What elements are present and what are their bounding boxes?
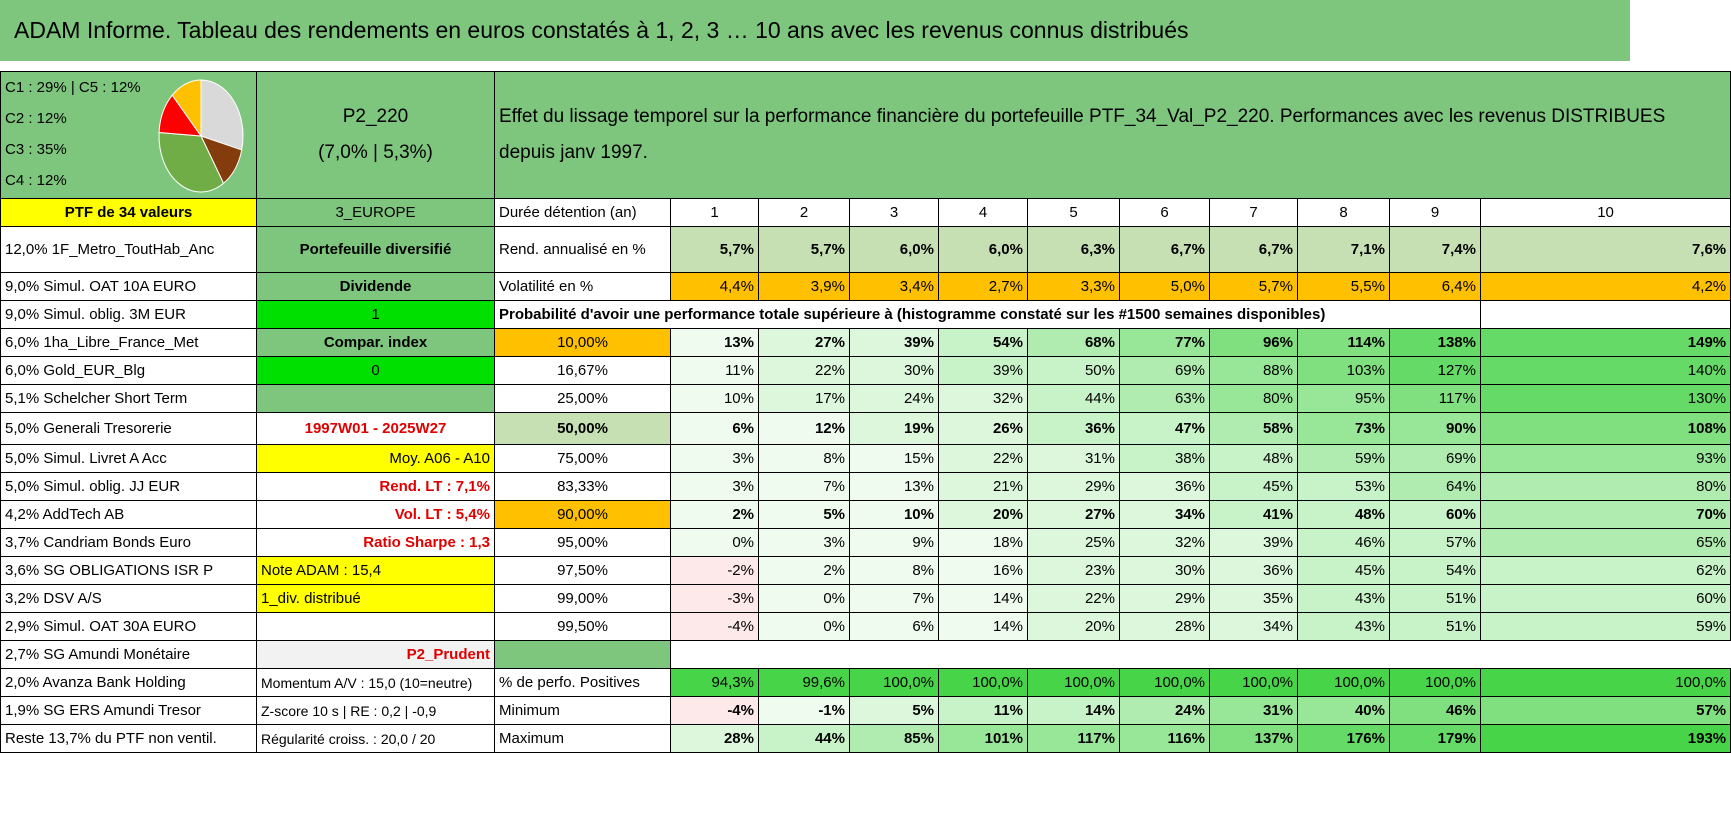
asset-label: 5,1% Schelcher Short Term (1, 385, 257, 413)
quantile-label: 83,33% (495, 473, 671, 501)
positive-perf-value: 100,0% (1481, 669, 1731, 697)
quantile-value: 32% (939, 385, 1028, 413)
asset-label: 5,0% Simul. Livret A Acc (1, 445, 257, 473)
quantile-value: 51% (1390, 585, 1481, 613)
quantile-label: 90,00% (495, 501, 671, 529)
maximum-value: 117% (1028, 725, 1120, 753)
quantile-value: 114% (1298, 329, 1390, 357)
quantile-value: 19% (850, 413, 939, 445)
quantile-value: 2% (671, 501, 759, 529)
quantile-value: 59% (1481, 613, 1731, 641)
quantile-value: 90% (1390, 413, 1481, 445)
quantile-value: 60% (1390, 501, 1481, 529)
quantile-value: 34% (1120, 501, 1210, 529)
quantile-value: 10% (671, 385, 759, 413)
quantile-value: 80% (1481, 473, 1731, 501)
quantile-value: 34% (1210, 613, 1298, 641)
quantile-value: 3% (759, 529, 850, 557)
minimum-value: 11% (939, 697, 1028, 725)
column-header-row (1, 199, 1731, 227)
quantile-value: 18% (939, 529, 1028, 557)
quantile-value: 59% (1298, 445, 1390, 473)
positive-perf-row (1, 669, 1731, 697)
maximum-label: Maximum (495, 725, 671, 753)
volatility-value: 3,9% (759, 273, 850, 301)
quantile-value: 103% (1298, 357, 1390, 385)
quantile-value: 9% (850, 529, 939, 557)
annualized-return-value: 6,0% (850, 227, 939, 273)
regularity-label: Régularité croiss. : 20,0 / 20 (257, 725, 495, 753)
quantile-value: 45% (1298, 557, 1390, 585)
probability-title: Probabilité d'avoir une performance totale supérieure à (histogramme constaté sur les #1500 semaines disponibles) (495, 301, 1481, 329)
annualized-return-value: 5,7% (671, 227, 759, 273)
info-label: Ratio Sharpe : 1,3 (257, 529, 495, 557)
info-label (257, 613, 495, 641)
quantile-value: 2% (759, 557, 850, 585)
year-header: 5 (1028, 199, 1120, 227)
portfolio-type-label: Portefeuille diversifié (257, 227, 495, 273)
quantile-value: 68% (1028, 329, 1120, 357)
asset-label: 1,9% SG ERS Amundi Tresor (1, 697, 257, 725)
minimum-value: 14% (1028, 697, 1120, 725)
quantile-value: 36% (1120, 473, 1210, 501)
quantile-row (1, 445, 1731, 473)
asset-label: 12,0% 1F_Metro_ToutHab_Anc (1, 227, 257, 273)
quantile-value: 95% (1298, 385, 1390, 413)
legend-line: C1 : 29% | C5 : 12% (5, 79, 141, 96)
quantile-value: 29% (1120, 585, 1210, 613)
info-label: 0 (257, 357, 495, 385)
info-label: 1_div. distribué (257, 585, 495, 613)
quantile-value: 51% (1390, 613, 1481, 641)
quantile-value: 43% (1298, 613, 1390, 641)
minimum-value: -4% (671, 697, 759, 725)
quantile-value: -4% (671, 613, 759, 641)
maximum-row (1, 725, 1731, 753)
quantile-label: 97,50% (495, 557, 671, 585)
quantile-value: 12% (759, 413, 850, 445)
info-label (257, 385, 495, 413)
maximum-value: 28% (671, 725, 759, 753)
quantile-label: 99,00% (495, 585, 671, 613)
quantile-value: 62% (1481, 557, 1731, 585)
positive-perf-value: 100,0% (850, 669, 939, 697)
quantile-value: 127% (1390, 357, 1481, 385)
quantile-value: 5% (759, 501, 850, 529)
positive-perf-label: % de perfo. Positives (495, 669, 671, 697)
year-header: 3 (850, 199, 939, 227)
annualized-return-value: 6,3% (1028, 227, 1120, 273)
quantile-value: 130% (1481, 385, 1731, 413)
volatility-label: Volatilité en % (495, 273, 671, 301)
quantile-value: 7% (759, 473, 850, 501)
minimum-value: 46% (1390, 697, 1481, 725)
quantile-value: 117% (1390, 385, 1481, 413)
quantile-label: 16,67% (495, 357, 671, 385)
annualized-return-value: 7,4% (1390, 227, 1481, 273)
quantile-label: 99,50% (495, 613, 671, 641)
probability-title-row (1, 301, 1731, 329)
quantile-value: 11% (671, 357, 759, 385)
maximum-value: 179% (1390, 725, 1481, 753)
quantile-value: 80% (1210, 385, 1298, 413)
annualized-return-row (1, 227, 1731, 273)
quantile-value: 25% (1028, 529, 1120, 557)
asset-label: 9,0% Simul. oblig. 3M EUR (1, 301, 257, 329)
quantile-value: 140% (1481, 357, 1731, 385)
quantile-value: 16% (939, 557, 1028, 585)
quantile-value: 39% (1210, 529, 1298, 557)
asset-label: 9,0% Simul. OAT 10A EURO (1, 273, 257, 301)
positive-perf-value: 94,3% (671, 669, 759, 697)
asset-label: 3,7% Candriam Bonds Euro (1, 529, 257, 557)
asset-label: 2,9% Simul. OAT 30A EURO (1, 613, 257, 641)
quantile-value: 22% (759, 357, 850, 385)
volatility-value: 5,7% (1210, 273, 1298, 301)
returns-table (0, 71, 1731, 753)
quantile-value: 20% (1028, 613, 1120, 641)
quantile-label: 10,00% (495, 329, 671, 357)
quantile-label: 25,00% (495, 385, 671, 413)
quantile-value: 53% (1298, 473, 1390, 501)
asset-label: 6,0% 1ha_Libre_France_Met (1, 329, 257, 357)
minimum-row (1, 697, 1731, 725)
quantile-value: 88% (1210, 357, 1298, 385)
volatility-value: 6,4% (1390, 273, 1481, 301)
quantile-row (1, 529, 1731, 557)
quantile-value: 14% (939, 613, 1028, 641)
info-label: Moy. A06 - A10 (257, 445, 495, 473)
quantile-value: 96% (1210, 329, 1298, 357)
portfolio-id-cell (257, 72, 495, 199)
legend-line: C4 : 12% (5, 172, 67, 189)
info-label: Vol. LT : 5,4% (257, 501, 495, 529)
positive-perf-value: 100,0% (1120, 669, 1210, 697)
zone-label: 3_EUROPE (257, 199, 495, 227)
asset-label: 3,2% DSV A/S (1, 585, 257, 613)
portfolio-name: P2_220 (342, 106, 409, 127)
quantile-value: 8% (759, 445, 850, 473)
category-legend (1, 72, 257, 199)
annualized-return-value: 5,7% (759, 227, 850, 273)
quantile-value: 10% (850, 501, 939, 529)
quantile-value: 44% (1028, 385, 1120, 413)
minimum-value: 31% (1210, 697, 1298, 725)
quantile-value: 77% (1120, 329, 1210, 357)
quantile-value: 28% (1120, 613, 1210, 641)
quantile-value: 69% (1120, 357, 1210, 385)
volatility-value: 5,0% (1120, 273, 1210, 301)
report-title: ADAM Informe. Tableau des rendements en euros constatés à 1, 2, 3 … 10 ans avec les revenus connus distribués (0, 0, 1630, 61)
quantile-value: -3% (671, 585, 759, 613)
year-header: 4 (939, 199, 1028, 227)
annualized-return-value: 7,1% (1298, 227, 1390, 273)
volatility-value: 4,4% (671, 273, 759, 301)
maximum-value: 85% (850, 725, 939, 753)
quantile-value: 70% (1481, 501, 1731, 529)
quantile-value: 0% (759, 613, 850, 641)
quantile-value: 24% (850, 385, 939, 413)
quantile-label: 75,00% (495, 445, 671, 473)
volatility-value: 2,7% (939, 273, 1028, 301)
volatility-value: 4,2% (1481, 273, 1731, 301)
ptf-count-label: PTF de 34 valeurs (1, 199, 257, 227)
legend-line: C2 : 12% (5, 110, 67, 127)
quantile-value: 26% (939, 413, 1028, 445)
quantile-value: 8% (850, 557, 939, 585)
quantile-value: 22% (939, 445, 1028, 473)
quantile-value: 15% (850, 445, 939, 473)
info-label: 1997W01 - 2025W27 (257, 413, 495, 445)
quantile-value: 54% (1390, 557, 1481, 585)
empty-cell (1481, 301, 1731, 329)
quantile-value: 6% (671, 413, 759, 445)
positive-perf-value: 100,0% (1298, 669, 1390, 697)
quantile-value: 57% (1390, 529, 1481, 557)
quantile-row (1, 557, 1731, 585)
quantile-value: 43% (1298, 585, 1390, 613)
annualized-return-value: 6,0% (939, 227, 1028, 273)
asset-label: Reste 13,7% du PTF non ventil. (1, 725, 257, 753)
minimum-label: Minimum (495, 697, 671, 725)
positive-perf-value: 100,0% (1028, 669, 1120, 697)
quantile-value: 64% (1390, 473, 1481, 501)
quantile-value: 60% (1481, 585, 1731, 613)
year-header: 6 (1120, 199, 1210, 227)
minimum-value: -1% (759, 697, 850, 725)
quantile-label: 95,00% (495, 529, 671, 557)
quantile-value: 3% (671, 473, 759, 501)
quantile-value: 30% (850, 357, 939, 385)
year-header: 7 (1210, 199, 1298, 227)
quantile-value: 30% (1120, 557, 1210, 585)
quantile-value: 46% (1298, 529, 1390, 557)
quantile-value: 6% (850, 613, 939, 641)
quantile-value: 14% (939, 585, 1028, 613)
quantile-value: 29% (1028, 473, 1120, 501)
asset-label: 2,0% Avanza Bank Holding (1, 669, 257, 697)
annualized-return-value: 6,7% (1120, 227, 1210, 273)
quantile-value: 63% (1120, 385, 1210, 413)
quantile-value: 39% (850, 329, 939, 357)
quantile-value: 23% (1028, 557, 1120, 585)
quantile-value: 69% (1390, 445, 1481, 473)
quantile-value: 39% (939, 357, 1028, 385)
quantile-value: 13% (671, 329, 759, 357)
minimum-value: 5% (850, 697, 939, 725)
portfolio-stats: (7,0% | 5,3%) (318, 142, 433, 163)
quantile-value: 47% (1120, 413, 1210, 445)
quantile-value: 22% (1028, 585, 1120, 613)
distribution-type-label: Dividende (257, 273, 495, 301)
minimum-value: 40% (1298, 697, 1390, 725)
quantile-value: 21% (939, 473, 1028, 501)
year-header: 2 (759, 199, 850, 227)
legend-line: C3 : 35% (5, 141, 67, 158)
quantile-row (1, 473, 1731, 501)
quantile-row (1, 385, 1731, 413)
info-label: Note ADAM : 15,4 (257, 557, 495, 585)
quantile-value: 17% (759, 385, 850, 413)
volatility-row (1, 273, 1731, 301)
year-header: 10 (1481, 199, 1731, 227)
quantile-value: 54% (939, 329, 1028, 357)
quantile-value: 13% (850, 473, 939, 501)
description-cell (495, 72, 1731, 199)
volatility-value: 3,3% (1028, 273, 1120, 301)
quantile-value: 32% (1120, 529, 1210, 557)
year-header: 9 (1390, 199, 1481, 227)
positive-perf-value: 100,0% (939, 669, 1028, 697)
info-label: Compar. index (257, 329, 495, 357)
quantile-row (1, 613, 1731, 641)
quantile-row (1, 357, 1731, 385)
maximum-value: 193% (1481, 725, 1731, 753)
maximum-value: 101% (939, 725, 1028, 753)
quantile-value: 27% (759, 329, 850, 357)
quantile-value: 35% (1210, 585, 1298, 613)
quantile-value: 65% (1481, 529, 1731, 557)
asset-label: 2,7% SG Amundi Monétaire (1, 641, 257, 669)
holding-duration-label: Durée détention (an) (495, 199, 671, 227)
header-row (1, 72, 1731, 199)
quantile-value: 36% (1210, 557, 1298, 585)
info-label: Rend. LT : 7,1% (257, 473, 495, 501)
quantile-value: 93% (1481, 445, 1731, 473)
asset-label: 5,0% Simul. oblig. JJ EUR (1, 473, 257, 501)
quantile-value: 138% (1390, 329, 1481, 357)
quantile-value: 45% (1210, 473, 1298, 501)
quantile-value: 27% (1028, 501, 1120, 529)
quantile-value: 48% (1298, 501, 1390, 529)
quantile-value: 73% (1298, 413, 1390, 445)
annualized-return-value: 6,7% (1210, 227, 1298, 273)
quantile-value: 31% (1028, 445, 1120, 473)
quantile-value: 50% (1028, 357, 1120, 385)
maximum-value: 116% (1120, 725, 1210, 753)
quantile-value: 3% (671, 445, 759, 473)
asset-label: 4,2% AddTech AB (1, 501, 257, 529)
quantile-value: 48% (1210, 445, 1298, 473)
annualized-return-value: 7,6% (1481, 227, 1731, 273)
quantile-value: 58% (1210, 413, 1298, 445)
empty-cell (495, 641, 671, 669)
year-header: 1 (671, 199, 759, 227)
quantile-value: 41% (1210, 501, 1298, 529)
maximum-value: 137% (1210, 725, 1298, 753)
volatility-value: 5,5% (1298, 273, 1390, 301)
allocation-pie (156, 76, 246, 196)
minimum-value: 57% (1481, 697, 1731, 725)
quantile-row (1, 585, 1731, 613)
asset-label: 5,0% Generali Tresorerie (1, 413, 257, 445)
momentum-label: Momentum A/V : 15,0 (10=neutre) (257, 669, 495, 697)
flag-value: 1 (257, 301, 495, 329)
asset-label: 3,6% SG OBLIGATIONS ISR P (1, 557, 257, 585)
quantile-value: 108% (1481, 413, 1731, 445)
maximum-value: 44% (759, 725, 850, 753)
risk-profile-label: P2_Prudent (257, 641, 495, 669)
quantile-value: 0% (671, 529, 759, 557)
quantile-value: 20% (939, 501, 1028, 529)
quantile-value: 7% (850, 585, 939, 613)
asset-label: 6,0% Gold_EUR_Blg (1, 357, 257, 385)
quantile-value: 0% (759, 585, 850, 613)
positive-perf-value: 100,0% (1210, 669, 1298, 697)
portfolio-description: Effet du lissage temporel sur la performance financière du portefeuille PTF_34_Val_P2_220. Performances avec les revenus DISTRIBUES depuis janv 1997. (499, 106, 1666, 163)
annualized-return-label: Rend. annualisé en % (495, 227, 671, 273)
quantile-value: 149% (1481, 329, 1731, 357)
positive-perf-value: 100,0% (1390, 669, 1481, 697)
year-header: 8 (1298, 199, 1390, 227)
quantile-value: 36% (1028, 413, 1120, 445)
empty-cell (671, 641, 1731, 669)
volatility-value: 3,4% (850, 273, 939, 301)
quantile-value: 38% (1120, 445, 1210, 473)
quantile-row (1, 501, 1731, 529)
quantile-label: 50,00% (495, 413, 671, 445)
profile-row (1, 641, 1731, 669)
quantile-value: -2% (671, 557, 759, 585)
quantile-row (1, 329, 1731, 357)
positive-perf-value: 99,6% (759, 669, 850, 697)
quantile-row (1, 413, 1731, 445)
maximum-value: 176% (1298, 725, 1390, 753)
minimum-value: 24% (1120, 697, 1210, 725)
zscore-label: Z-score 10 s | RE : 0,2 | -0,9 (257, 697, 495, 725)
